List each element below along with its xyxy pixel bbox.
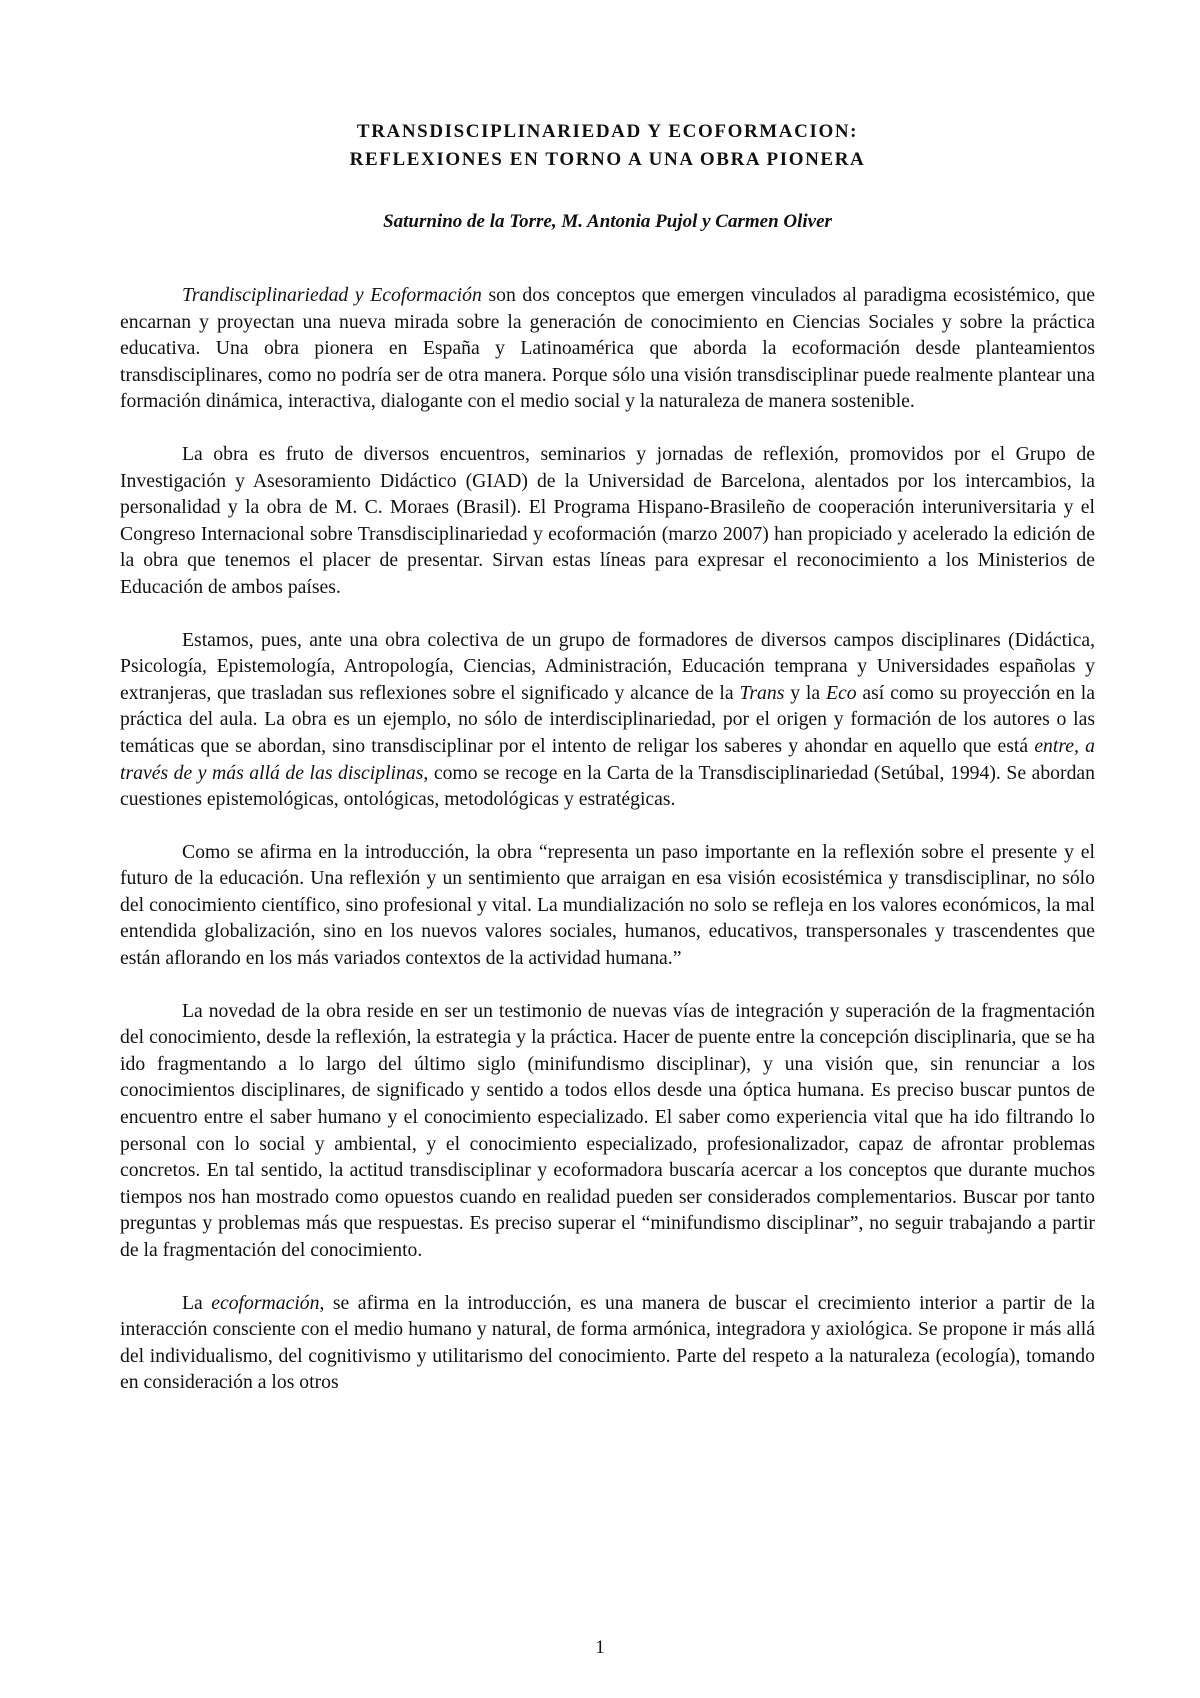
paragraph-3	[120, 627, 1095, 813]
paragraph-1-text: son dos conceptos que emergen vinculados al paradigma ecosistémico, que encarnan y proyectan una nueva mirada sobre la generación de conocimiento en Ciencias Sociales y sobre la práctica educativa. Una obra pionera en España y Latinoamérica que aborda la ecoformación desde planteamientos transdisciplinares, como no podría ser de otra manera. Porque sólo una visión transdisciplinar puede realmente plantear una formación dinámica, interactiva, dialogante con el medio social y la naturaleza de manera sostenible.	[120, 284, 1096, 413]
paragraph-3-text-d: , como se recoge en la Carta de la Transdisciplinariedad (Setúbal, 1994). Se abordan cuestiones epistemológicas, ontológicas, metodológicas y estratégicas.	[120, 761, 1095, 811]
paragraph-3-emphasis-trans: Trans	[739, 681, 785, 704]
paragraph-1	[120, 282, 1095, 415]
page-number: 1	[595, 1637, 605, 1658]
paragraph-4: Como se afirma en la introducción, la obra “representa un paso importante en la reflexión sobre el presente y el futuro de la educación. Una reflexión y un sentimiento que arraigan en esa visión ecosistémica y transdisciplinar, no sólo del conocimiento científico, sino profesional y vital. La mundialización no solo se refleja en los valores económicos, la mal entendida globalización, sino en los nuevos valores sociales, humanos, educativos, transpersonales y trascendentes que están aflorando en los más variados contextos de la actividad humana.”	[120, 840, 1095, 970]
paragraph-6-emphasis: ecoformación	[211, 1291, 320, 1314]
authors-line: Saturnino de la Torre, M. Antonia Pujol y Carmen Oliver	[383, 211, 832, 232]
paragraph-2: La obra es fruto de diversos encuentros, seminarios y jornadas de reflexión, promovidos por el Grupo de Investigación y Asesoramiento Didáctico (GIAD) de la Universidad de Barcelona, alentados por los intercambios, la personalidad y la obra de M. C. Moraes (Brasil). El Programa Hispano-Brasileño de cooperación interuniversitaria y el Congreso Internacional sobre Transdisciplinariedad y ecoformación (marzo 2007) han propiciado y acelerado la edición de la obra que tenemos el placer de presentar. Sirvan estas líneas para expresar el reconocimiento a los Ministerios de Educación de ambos países.	[120, 442, 1095, 598]
paragraph-3-text-c: así como su proyección en la práctica del aula. La obra es un ejemplo, no sólo de interdisciplinariedad, por el origen y formación de los autores o las temáticas que se abordan, sino transdisciplinar por el intento de religar los saberes y ahondar en aquello que está	[120, 681, 1095, 757]
paragraph-3-text-b: y la	[784, 681, 826, 704]
title-line-2: REFLEXIONES EN TORNO A UNA OBRA PIONERA	[349, 149, 866, 170]
paragraph-3-emphasis-eco: Eco	[825, 681, 857, 704]
paragraph-6-text-a: La	[182, 1291, 212, 1314]
paragraph-1-emphasis: Trandisciplinariedad y Ecoformación	[182, 284, 482, 306]
document-body	[120, 282, 1095, 1422]
paragraph-6	[120, 1290, 1095, 1396]
paragraph-3-text-a: Estamos, pues, ante una obra colectiva de un grupo de formadores de diversos campos disciplinares (Didáctica, Psicología, Epistemología, Antropología, Ciencias, Administración, Educación temprana y Universidades españolas y extranjeras, que trasladan sus reflexiones sobre el significado y alcance de la	[120, 628, 1095, 704]
document-header	[120, 118, 1095, 236]
paragraph-6-text-b: , se afirma en la introducción, es una manera de buscar el crecimiento interior a partir de la interacción consciente con el medio humano y natural, de forma armónica, integradora y axiológica. Se propone ir más allá del individualismo, del cognitivismo y utilitarismo del conocimiento. Parte del respeto a la naturaleza (ecología), tomando en consideración a los otros	[120, 1291, 1095, 1394]
title-line-1: TRANSDISCIPLINARIEDAD Y ECOFORMACION:	[356, 121, 859, 142]
paragraph-5: La novedad de la obra reside en ser un testimonio de nuevas vías de integración y superación de la fragmentación del conocimiento, desde la reflexión, la estrategia y la práctica. Hacer de puente entre la concepción disciplinaria, que se ha ido fragmentando a lo largo del último siglo (minifundismo disciplinar), y una visión que, sin renunciar a los conocimientos disciplinares, de significado y sentido a todos ellos desde una óptica humana. Es preciso buscar puntos de encuentro entre el saber humano y el conocimiento especializado. El saber como experiencia vital que ha ido filtrando lo personal con lo social y ambiental, y el conocimiento especializado, profesionalizador, capaz de afrontar problemas concretos. En tal sentido, la actitud transdisciplinar y ecoformadora buscaría acercar a los conceptos que durante muchos tiempos nos han mostrado como opuestos cuando en realidad pueden ser considerados complementarios. Buscar por tanto preguntas y problemas más que respuestas. Es preciso superar el “minifundismo disciplinar”, no seguir trabajando a partir de la fragmentación del conocimiento.	[120, 999, 1095, 1261]
paragraph-3-emphasis-disciplinas: entre, a través de y más allá de las disciplinas	[120, 734, 1095, 784]
